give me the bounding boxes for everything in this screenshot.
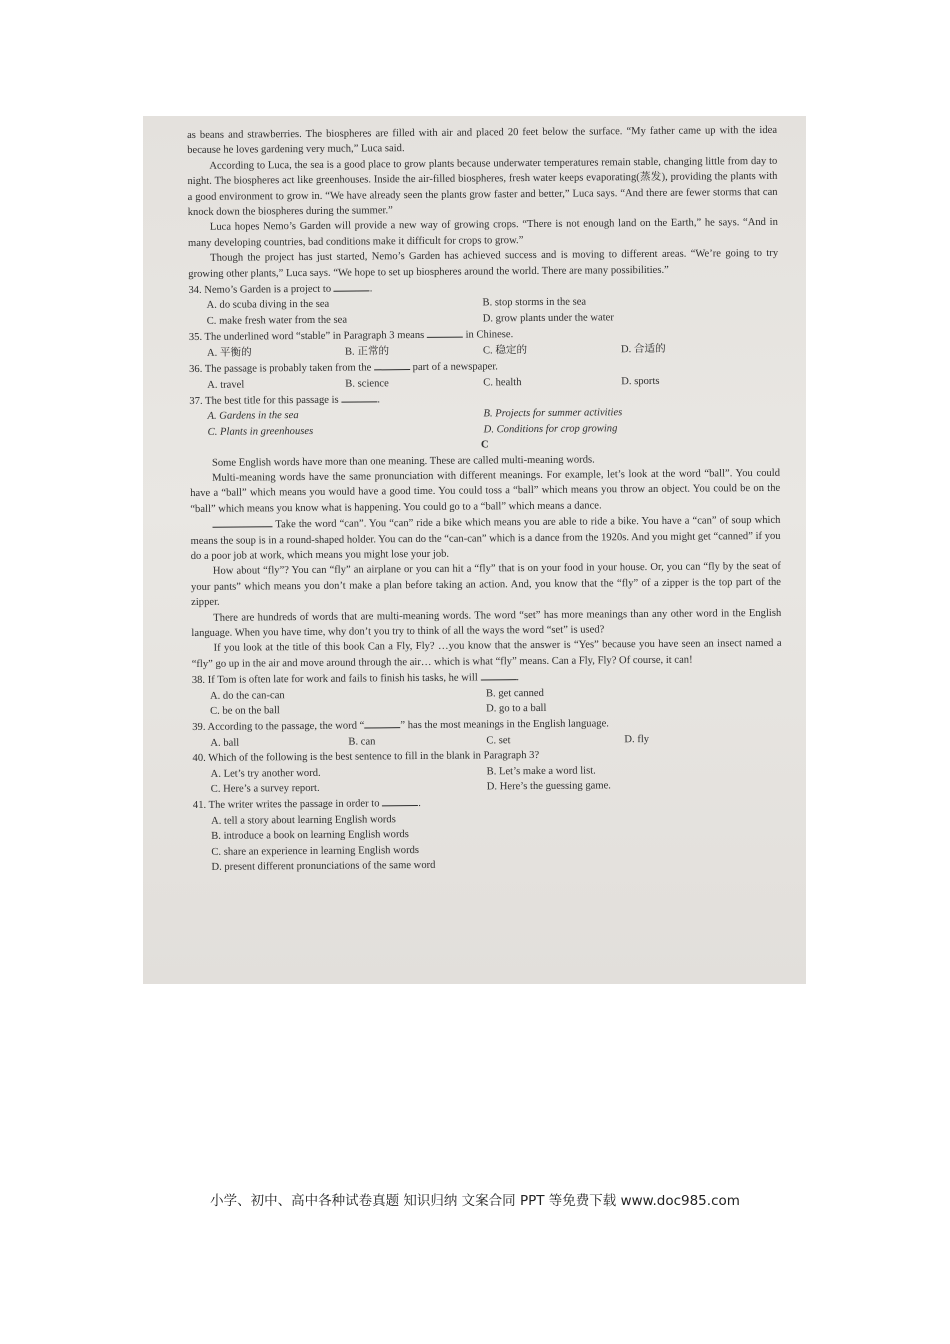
option-d: D. fly [624,733,650,746]
paragraph-blank [212,516,272,528]
question-41 [193,792,784,875]
question-stem: 37. The best title for this passage is [189,394,339,407]
option-b: B. can [348,736,376,748]
question-stem: 41. The writer writes the passage in order to [192,798,380,812]
option-b: B. stop storms in the sea [482,296,587,309]
passage-b-paragraph: Luca hopes Nemo’s Garden will provide a new way of growing crops. “There is not enough land on the Earth,” he says. “And in many developing countries, bad conditions make it difficult for crops to grow.” [187,217,778,249]
option-c: C. share an experience in learning English words [211,844,420,858]
option-c: C. 稳定的 [482,344,528,357]
option-d: D. Conditions for crop growing [483,422,618,436]
option-c: C. be on the ball [210,705,280,717]
option-c: C. Plants in greenhouses [207,425,314,438]
option-a: A. ball [210,737,240,749]
answer-blank [374,359,410,370]
passage-b-paragraph: According to Luca, the sea is a good place to grow plants because underwater temperatures remain stable, changing little from day to night. The biospheres act like greenhouses. Inside the air-filled biospheres, fresh water keeps evaporating(蒸发), providing the plants with a good environment to grow in. “We have already seen the plants grow faster and better,” Luca says. “And there are fewer storms that can knock down the biospheres during the summer.” [187,155,778,219]
scanned-exam-photo [143,116,806,984]
option-a: A. Let’s try another word. [210,767,321,780]
question-stem-end: . [418,798,421,810]
question-stem-end: . [516,672,520,684]
passage-c-paragraph-text: Take the word “can”. You “can” ride a bike which means you are able to ride a bike. You have a “can” of soup which means the soup is in a round-shaped holder. You can do the “can-can” which is a dance from the 1920s. And you might get “canned” if you do a poor job at work, which means you might lose your job. [190,514,781,562]
option-a: A. 平衡的 [206,347,252,359]
option-b: B. introduce a book on learning English words [211,829,409,843]
option-c: C. Here’s a survey report. [210,782,320,795]
download-footer: 小学、初中、高中各种试卷真题 知识归纳 文案合同 PPT 等免费下载 www.doc985.com [210,1193,740,1209]
option-b: B. Projects for summer activities [483,407,623,420]
answer-blank [382,795,418,806]
section-heading: C [480,439,489,451]
answer-blank [364,718,400,729]
passage-b-paragraph: Though the project has just started, Nemo’s Garden has achieved success and is moving to different areas. “We’re going to try growing other plants,” Luca says. “We hope to set up biospheres around the world. There are many possibilities.” [188,248,779,280]
passage-c-paragraph-with-blank [190,512,780,564]
option-c: C. set [486,735,511,747]
option-d: D. present different pronunciations of the same word [211,859,436,873]
question-stem: 38. If Tom is often late for work and fails to finish his tasks, he will [191,672,478,687]
question-39 [192,714,782,751]
option-c: C. make fresh water from the sea [206,314,348,327]
passage-c-paragraph: There are hundreds of words that are multi-meaning words. The word “set” has more meanings than any other word in the English language. When you have time, why don’t you try to think of all the ways the word “set” is used? [191,607,782,639]
question-stem: 36. The passage is probably taken from the [189,362,372,376]
question-36 [189,356,779,393]
question-40 [192,746,782,797]
option-d: D. 合适的 [620,343,666,355]
option-b: B. 正常的 [344,345,390,358]
answer-blank [341,391,377,402]
option-a: A. travel [207,379,245,391]
option-a: A. tell a story about learning English words [211,814,396,827]
option-a: A. Gardens in the sea [207,410,299,423]
option-d: D. grow plants under the water [482,312,614,325]
question-stem-end: ” has the most meanings in the English language. [400,718,609,732]
passage-c-paragraph: Some English words have more than one meaning. These are called multi-meaning words. [211,453,595,469]
answer-blank [427,327,463,338]
option-b: B. Let’s make a word list. [486,765,596,778]
question-stem-end: part of a newspaper. [412,361,498,374]
question-stem-end: . [369,283,373,295]
exam-page [187,123,784,876]
option-d: D. go to a ball [486,702,547,715]
question-stem: 39. According to the passage, the word “ [192,720,365,734]
option-a: A. do scuba diving in the sea [206,299,330,312]
option-b: B. get canned [485,687,544,700]
passage-c-paragraph: Multi-meaning words have the same pronunciation with different meanings. For example, let’s look at the word “ball”. You could have a “ball” which means you would have a good time. You could toss a “ball” which means you throw an object. You could be on the “ball” which means you know what is happening. You could go to a “ball” which means a dance. [190,467,781,515]
question-35 [189,324,779,361]
question-37 [189,388,779,440]
option-d: D. Here’s the guessing game. [486,780,611,793]
question-34 [188,277,778,329]
answer-blank [480,669,516,680]
option-c: C. health [483,376,522,388]
option-d: D. sports [621,375,660,387]
passage-b-paragraph: as beans and strawberries. The biospheres are filled with air and placed 20 feet below the surface. “My father came up with the idea because he loves gardening very much,” Luca said. [187,124,778,157]
question-stem-end: . [377,394,381,406]
answer-blank [334,280,370,291]
question-stem: 40. Which of the following is the best sentence to fill in the blank in Paragraph 3? [192,750,540,765]
option-b: B. science [345,377,389,390]
option-a: A. do the can-can [209,689,285,702]
question-38 [192,667,782,719]
passage-c-paragraph: How about “fly”? You can “fly” an airplane or you can hit a “fly” that is on your food in your house. Or, you can “fly by the seat of your pants” which means you don’t make a plan before taking an action. And, you know that the “fly” of a zipper is the top part of the zipper. [190,561,782,609]
question-stem: 35. The underlined word “stable” in Paragraph 3 means [188,330,425,344]
question-stem-end: in Chinese. [465,329,514,341]
question-stem: 34. Nemo’s Garden is a project to [188,283,332,297]
passage-c-paragraph: If you look at the title of this book Can a Fly, Fly? …you know that the answer is “Yes” because you have seen an insect named a “fly” go up in the air and move around through the air… which is what “fly” means. Can a Fly, Fly? Of course, it can! [191,638,782,670]
